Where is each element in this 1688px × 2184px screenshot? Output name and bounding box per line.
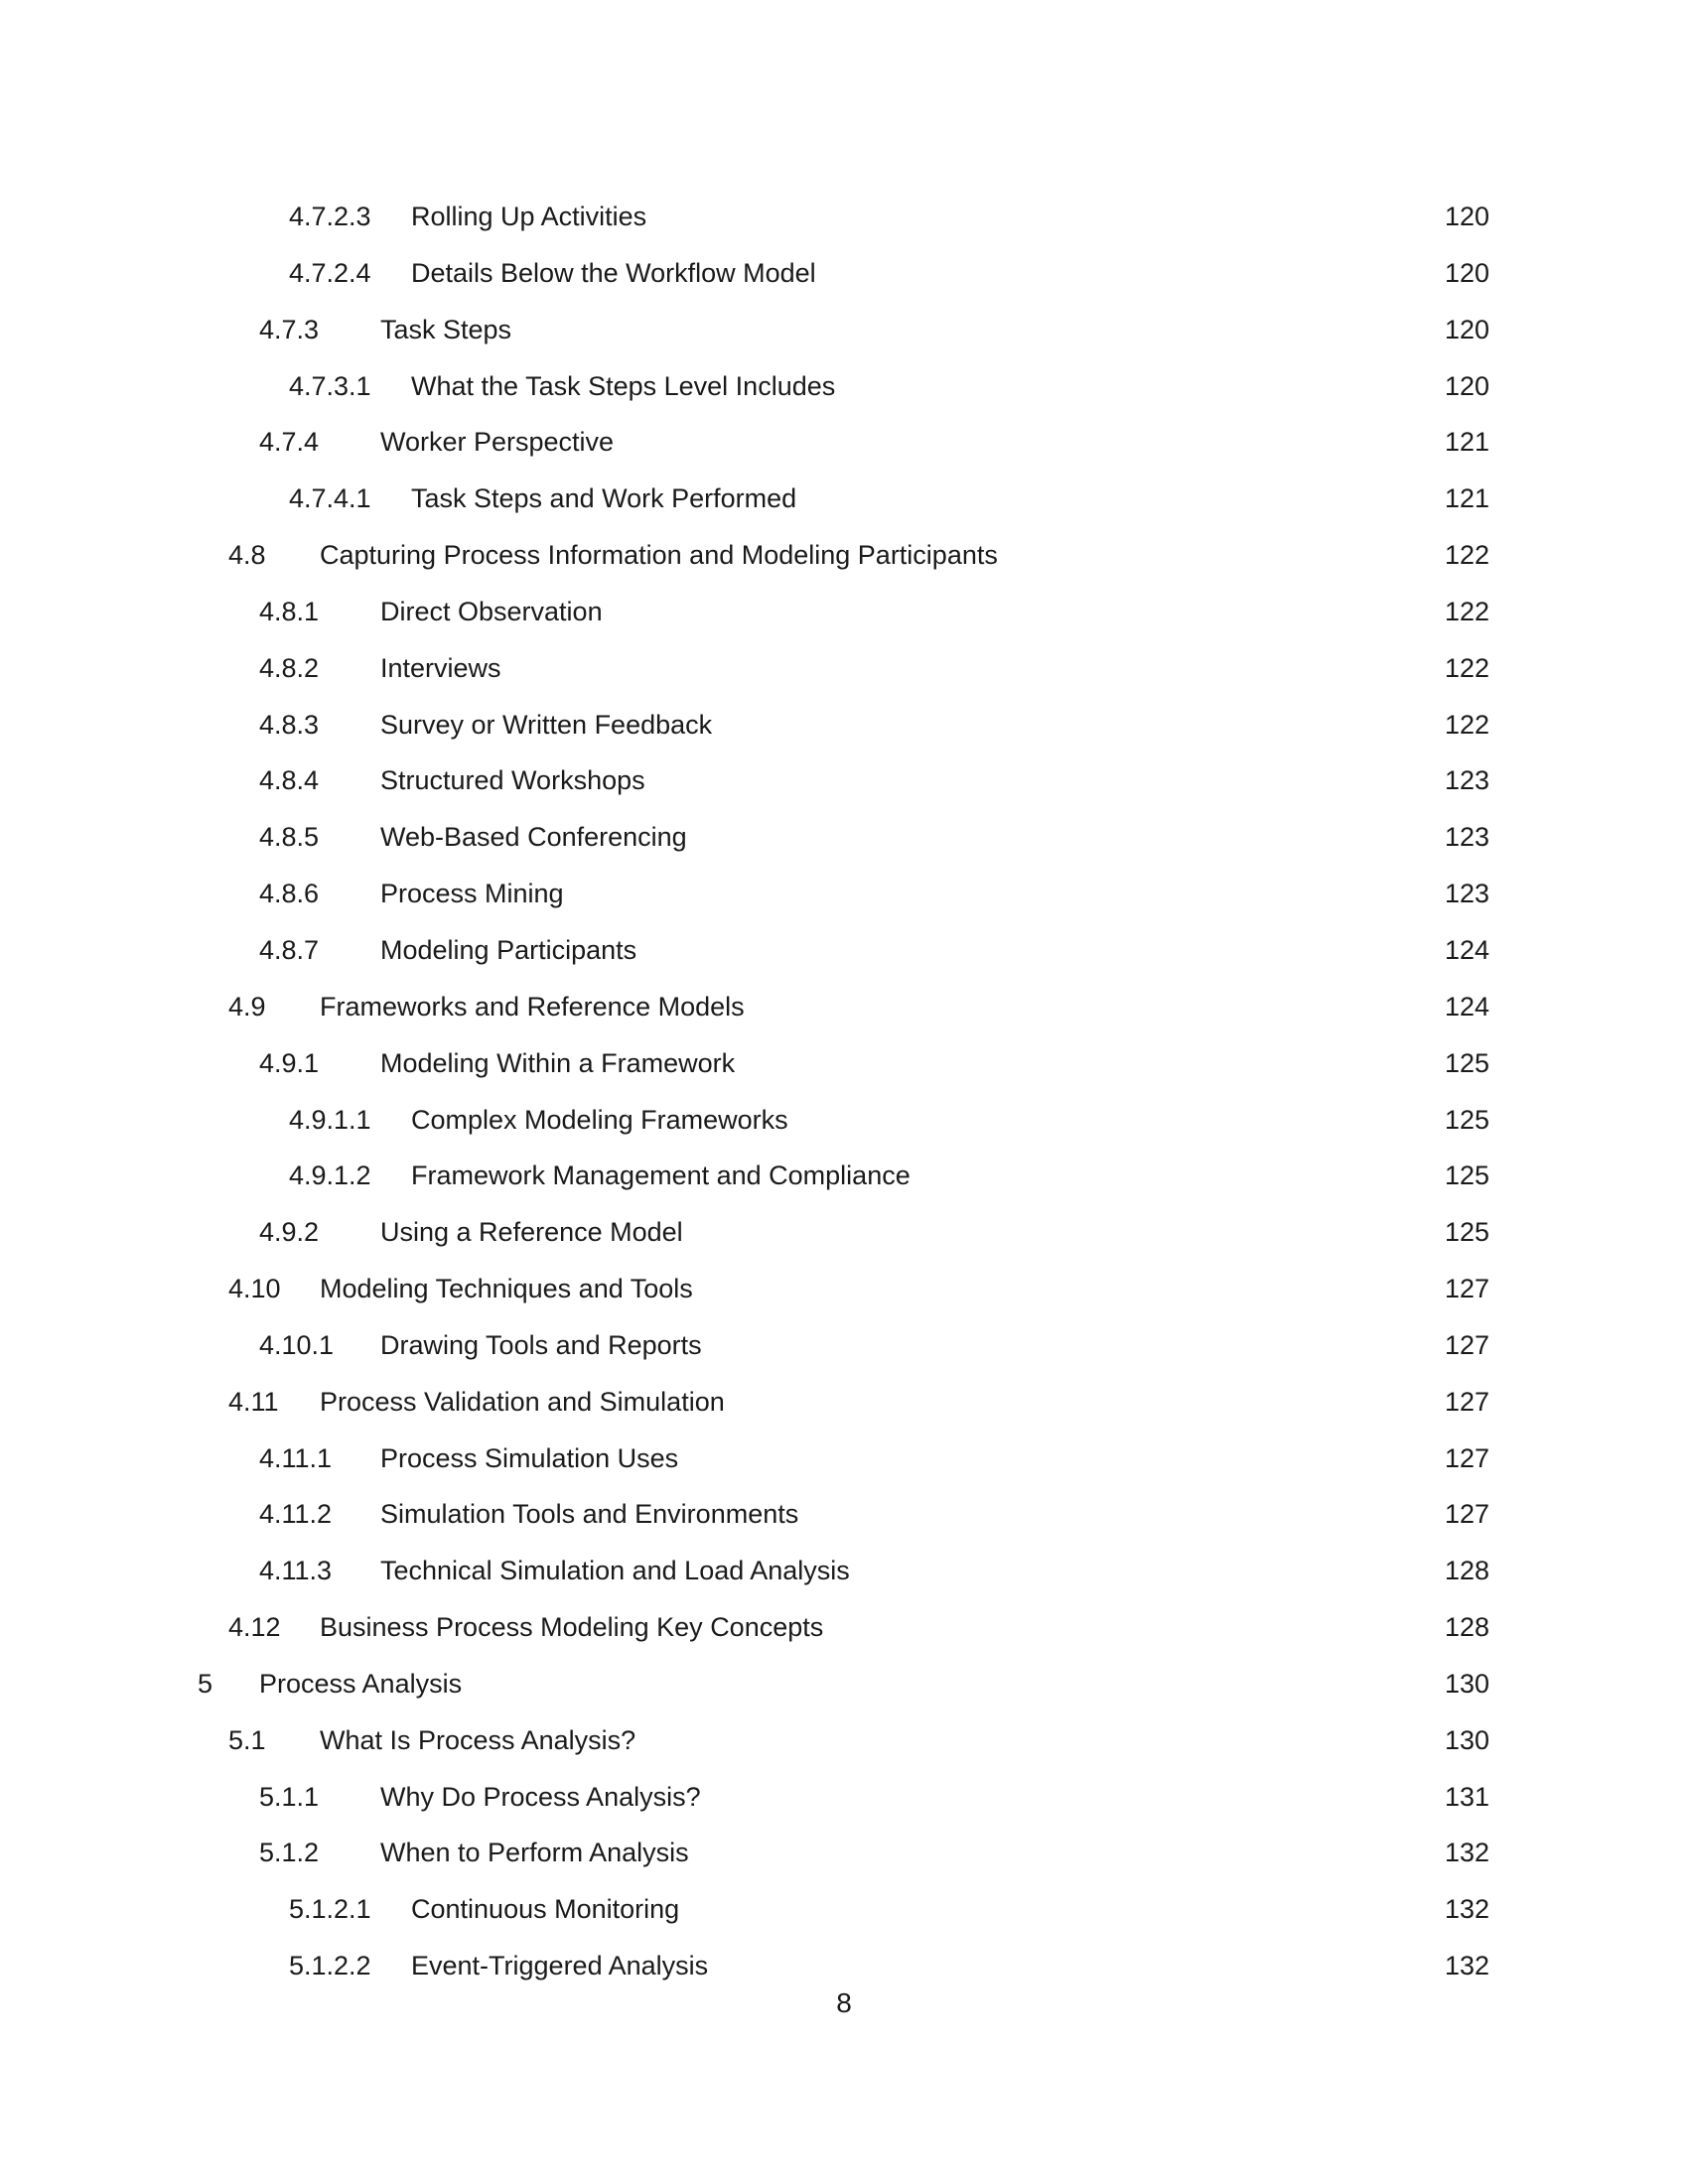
toc-entry-number: 4.7.2.4 xyxy=(289,257,371,288)
toc-entry-title: Simulation Tools and Environments xyxy=(380,1499,799,1530)
toc-entry-title: Direct Observation xyxy=(380,596,603,626)
toc-entry-number: 4.8.4 xyxy=(259,765,320,796)
toc-entry[interactable] xyxy=(0,1204,1688,1261)
toc-entry-title: Why Do Process Analysis? xyxy=(380,1781,701,1812)
toc-entry-title: Frameworks and Reference Models xyxy=(320,991,745,1022)
toc-entry-page: 125 xyxy=(1444,1160,1489,1191)
toc-entry-page: 124 xyxy=(1444,934,1489,965)
toc-entry-number: 4.11.2 xyxy=(259,1499,333,1530)
toc-entry[interactable] xyxy=(0,1543,1688,1599)
toc-entry-title: Task Steps and Work Performed xyxy=(411,483,797,514)
toc-entry-page: 127 xyxy=(1444,1274,1489,1304)
toc-entry[interactable] xyxy=(0,245,1688,302)
toc-entry-number: 5.1.2.1 xyxy=(289,1894,371,1925)
toc-entry-title: Survey or Written Feedback xyxy=(380,709,713,740)
toc-entry-title: Drawing Tools and Reports xyxy=(380,1329,702,1360)
toc-entry[interactable] xyxy=(0,1092,1688,1149)
toc-entry-page: 127 xyxy=(1444,1499,1489,1530)
toc-entry-page: 128 xyxy=(1444,1556,1489,1586)
toc-entry[interactable] xyxy=(0,471,1688,527)
toc-entry-number: 5.1.2 xyxy=(259,1838,320,1868)
toc-entry-number: 5.1.1 xyxy=(259,1781,320,1812)
toc-entry-title: Modeling Within a Framework xyxy=(380,1047,736,1078)
toc-entry-page: 122 xyxy=(1444,652,1489,683)
toc-entry-number: 4.9.1.2 xyxy=(289,1160,371,1191)
toc-entry[interactable] xyxy=(0,358,1688,415)
toc-entry-title: Business Process Modeling Key Concepts xyxy=(320,1612,824,1643)
toc-entry-page: 120 xyxy=(1444,202,1489,231)
toc-entry[interactable] xyxy=(0,1486,1688,1543)
toc-entry-number: 4.9.2 xyxy=(259,1217,320,1248)
toc-entry[interactable] xyxy=(0,979,1688,1035)
toc-entry-title: Framework Management and Compliance xyxy=(411,1160,911,1191)
toc-entry-page: 127 xyxy=(1444,1442,1489,1473)
toc-entry-page: 122 xyxy=(1444,540,1489,571)
toc-entry-number: 4.11.3 xyxy=(259,1556,333,1586)
toc-entry-number: 4.7.4 xyxy=(259,427,320,458)
toc-entry[interactable] xyxy=(0,922,1688,979)
toc-entry[interactable] xyxy=(0,1656,1688,1712)
toc-entry-page: 120 xyxy=(1444,370,1489,401)
toc-entry-number: 4.7.2.3 xyxy=(289,202,371,231)
toc-entry-title: Task Steps xyxy=(380,314,512,344)
toc-entry-number: 4.7.3 xyxy=(259,314,320,344)
toc-entry[interactable] xyxy=(0,302,1688,358)
toc-entry-page: 132 xyxy=(1444,1894,1489,1925)
toc-entry-title: Modeling Techniques and Tools xyxy=(320,1274,693,1304)
toc-entry-title: Web-Based Conferencing xyxy=(380,822,687,853)
toc-entry-title: Structured Workshops xyxy=(380,765,645,796)
toc-entry[interactable] xyxy=(0,1148,1688,1204)
toc-entry-number: 4.8.6 xyxy=(259,879,320,909)
toc-entry-number: 4.11 xyxy=(228,1386,279,1417)
toc-entry-title: Continuous Monitoring xyxy=(411,1894,680,1925)
toc-entry-title: Details Below the Workflow Model xyxy=(411,257,816,288)
toc-entry[interactable] xyxy=(0,1431,1688,1487)
toc-entry-page: 125 xyxy=(1444,1047,1489,1078)
toc-entry-number: 4.7.4.1 xyxy=(289,483,371,514)
toc-entry-page: 127 xyxy=(1444,1386,1489,1417)
toc-entry[interactable] xyxy=(0,1374,1688,1431)
toc-entry-number: 5.1.2.2 xyxy=(289,1951,371,1981)
toc-entry-number: 4.8.1 xyxy=(259,596,320,626)
toc-entry-page: 122 xyxy=(1444,596,1489,626)
toc-entry[interactable] xyxy=(0,1769,1688,1826)
toc-entry-page: 125 xyxy=(1444,1104,1489,1135)
toc-entry-page: 123 xyxy=(1444,879,1489,909)
toc-entry-page: 132 xyxy=(1444,1838,1489,1868)
toc-entry-page: 132 xyxy=(1444,1951,1489,1981)
toc-entry-title: Complex Modeling Frameworks xyxy=(411,1104,788,1135)
toc-entry[interactable] xyxy=(0,1035,1688,1092)
toc-entry-page: 124 xyxy=(1444,991,1489,1022)
toc-entry[interactable] xyxy=(0,414,1688,471)
toc-entry-number: 4.8.3 xyxy=(259,709,320,740)
toc-entry-title: What Is Process Analysis? xyxy=(320,1724,636,1755)
toc-entry-title: Process Mining xyxy=(380,879,564,909)
toc-entry-number: 4.8 xyxy=(228,540,266,571)
toc-entry-page: 130 xyxy=(1444,1668,1489,1699)
toc-entry-number: 4.9 xyxy=(228,991,266,1022)
toc-entry[interactable] xyxy=(0,866,1688,922)
toc-entry[interactable] xyxy=(0,1317,1688,1374)
toc-entry-number: 5.1 xyxy=(228,1724,266,1755)
toc-entry[interactable] xyxy=(0,1712,1688,1769)
toc-entry-title: When to Perform Analysis xyxy=(380,1838,689,1868)
toc-entry[interactable] xyxy=(0,527,1688,584)
toc-entry[interactable] xyxy=(0,189,1688,245)
toc-entry-page: 130 xyxy=(1444,1724,1489,1755)
toc-entry-title: Event-Triggered Analysis xyxy=(411,1951,709,1981)
toc-entry-number: 4.7.3.1 xyxy=(289,370,371,401)
toc-entry-title: Rolling Up Activities xyxy=(411,202,647,231)
toc-entry-page: 128 xyxy=(1444,1612,1489,1643)
toc-entry[interactable] xyxy=(0,1261,1688,1317)
toc-entry-number: 4.10.1 xyxy=(259,1329,335,1360)
toc-entry-page: 127 xyxy=(1444,1329,1489,1360)
toc-entry-title: Technical Simulation and Load Analysis xyxy=(380,1556,850,1586)
toc-entry[interactable] xyxy=(0,1938,1688,1994)
toc-entry-number: 4.10 xyxy=(228,1274,281,1304)
toc-entry[interactable] xyxy=(0,752,1688,809)
toc-entry-title: Process Simulation Uses xyxy=(380,1442,679,1473)
toc-entry-number: 4.8.7 xyxy=(259,934,320,965)
table-of-contents xyxy=(0,189,1688,1994)
toc-entry-title: Process Validation and Simulation xyxy=(320,1386,725,1417)
toc-entry-number: 5 xyxy=(198,1668,213,1699)
toc-entry-number: 4.9.1 xyxy=(259,1047,320,1078)
toc-entry-number: 4.8.2 xyxy=(259,652,320,683)
toc-entry-title: Using a Reference Model xyxy=(380,1217,683,1248)
toc-entry-title: What the Task Steps Level Includes xyxy=(411,370,836,401)
toc-entry-page: 120 xyxy=(1444,257,1489,288)
toc-entry-page: 123 xyxy=(1444,765,1489,796)
toc-entry-title: Process Analysis xyxy=(259,1668,463,1699)
toc-entry[interactable] xyxy=(0,640,1688,697)
toc-entry-title: Capturing Process Information and Modeling Participants xyxy=(320,540,998,571)
toc-entry-title: Interviews xyxy=(380,652,501,683)
toc-entry[interactable] xyxy=(0,1599,1688,1656)
toc-entry-page: 125 xyxy=(1444,1217,1489,1248)
toc-entry-title: Worker Perspective xyxy=(380,427,615,458)
toc-entry[interactable] xyxy=(0,1881,1688,1938)
page-number: 8 xyxy=(836,1987,852,2018)
toc-entry-page: 122 xyxy=(1444,709,1489,740)
toc-entry-page: 120 xyxy=(1444,314,1489,344)
toc-entry[interactable] xyxy=(0,584,1688,640)
toc-entry-number: 4.8.5 xyxy=(259,822,320,853)
toc-entry-number: 4.11.1 xyxy=(259,1442,333,1473)
toc-entry-number: 4.9.1.1 xyxy=(289,1104,371,1135)
toc-entry-page: 123 xyxy=(1444,822,1489,853)
toc-entry-title: Modeling Participants xyxy=(380,934,637,965)
toc-entry[interactable] xyxy=(0,697,1688,753)
toc-entry[interactable] xyxy=(0,809,1688,866)
toc-entry[interactable] xyxy=(0,1825,1688,1881)
toc-entry-page: 121 xyxy=(1444,427,1489,458)
toc-entry-page: 131 xyxy=(1444,1781,1489,1812)
toc-entry-number: 4.12 xyxy=(228,1612,281,1643)
toc-entry-page: 121 xyxy=(1444,483,1489,514)
